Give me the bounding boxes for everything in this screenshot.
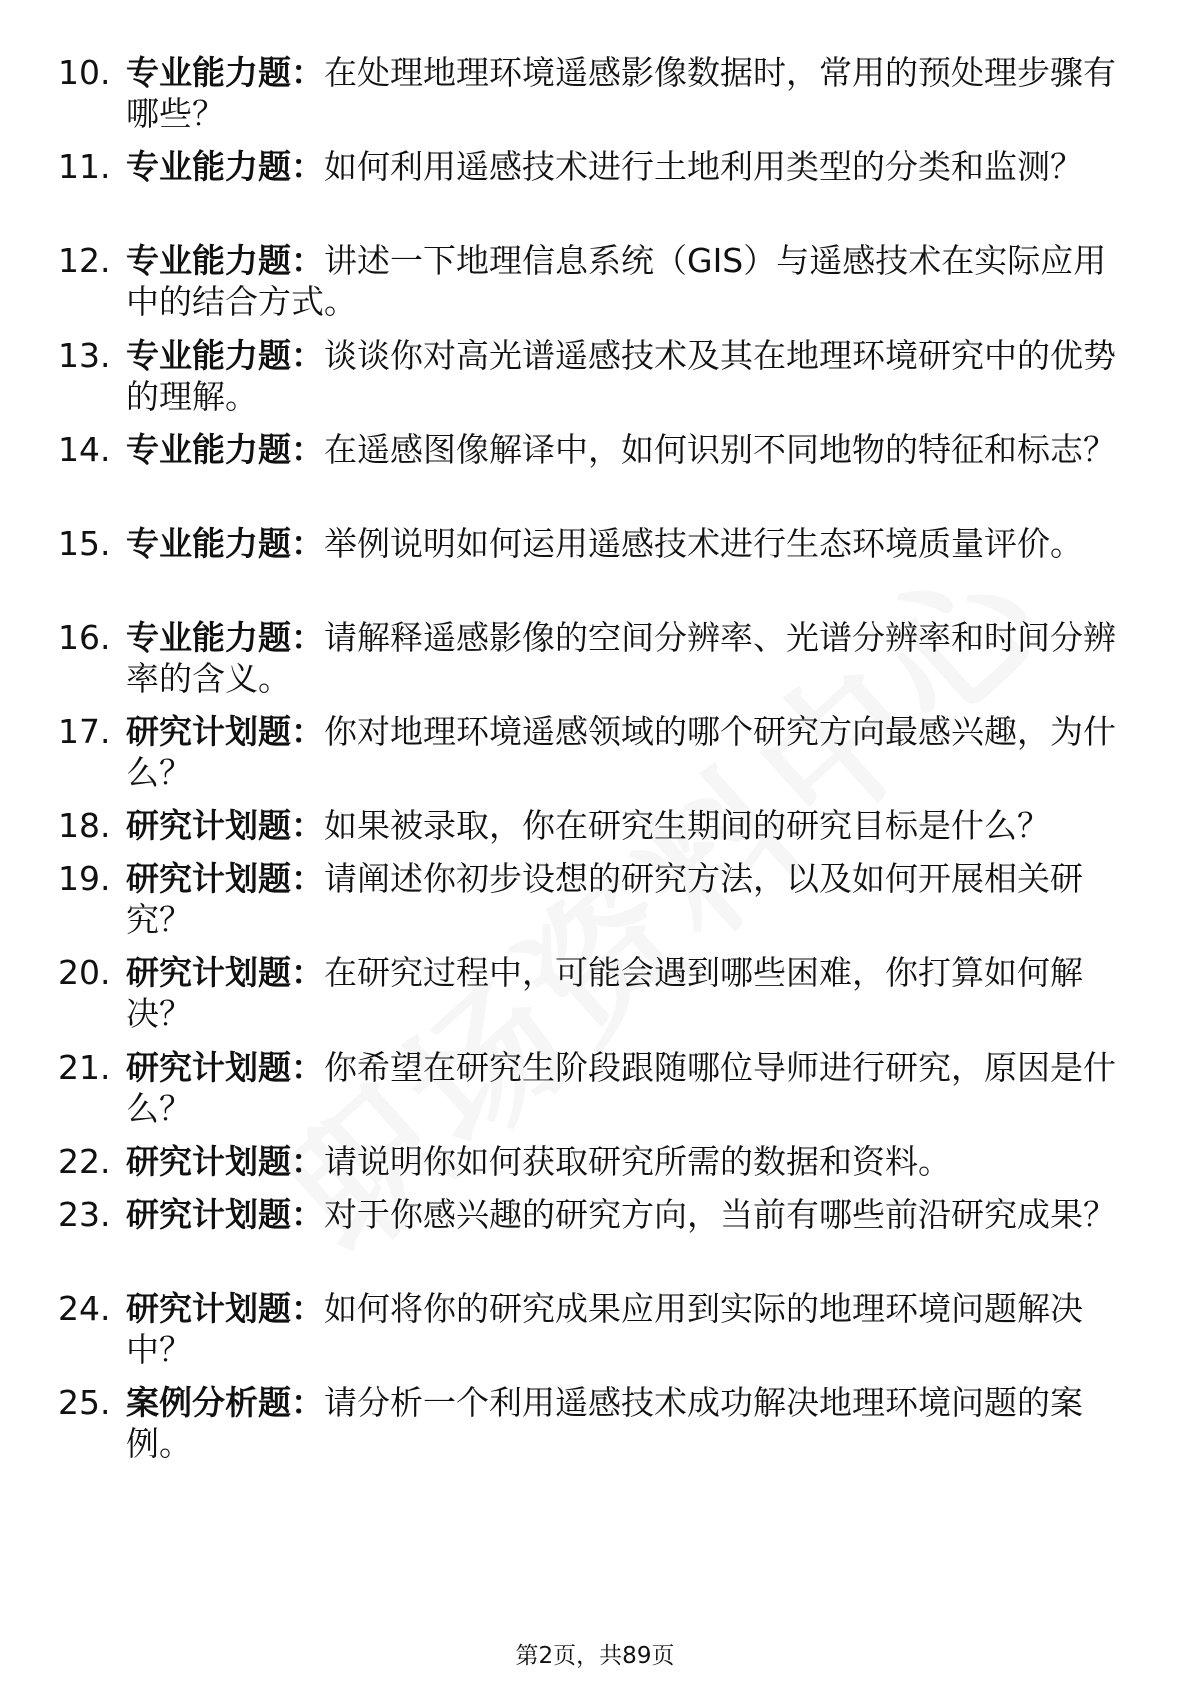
list-item <box>58 523 1118 564</box>
question-text: 请说明你如何获取研究所需的数据和资料。 <box>324 1142 951 1181</box>
question-body <box>126 805 1116 846</box>
question-text: 你希望在研究生阶段跟随哪位导师进行研究，原因是什么？ <box>126 1048 1116 1128</box>
list-item <box>58 429 1118 470</box>
list-item <box>58 146 1118 187</box>
question-number: 22. <box>58 1142 111 1181</box>
question-body <box>126 711 1116 793</box>
question-category: 专业能力题： <box>126 524 324 563</box>
question-number: 21. <box>58 1048 111 1087</box>
question-text: 讲述一下地理信息系统（GIS）与遥感技术在实际应用中的结合方式。 <box>126 241 1107 321</box>
question-body <box>126 617 1116 699</box>
question-body <box>126 1382 1116 1464</box>
question-number: 23. <box>58 1195 111 1234</box>
page-number: 第2页，共89页 <box>515 1643 675 1669</box>
question-category: 研究计划题： <box>126 1195 324 1234</box>
question-category: 研究计划题： <box>126 1142 324 1181</box>
question-number: 12. <box>58 241 111 280</box>
question-number: 10. <box>58 53 111 92</box>
question-text: 在处理地理环境遥感影像数据时，常用的预处理步骤有哪些？ <box>126 53 1116 133</box>
question-text: 在遥感图像解译中，如何识别不同地物的特征和标志？ <box>324 430 1116 469</box>
list-item <box>58 1141 1118 1182</box>
question-number: 16. <box>58 618 111 657</box>
question-text: 你对地理环境遥感领域的哪个研究方向最感兴趣，为什么？ <box>126 712 1116 792</box>
question-category: 研究计划题： <box>126 953 324 992</box>
question-number: 15. <box>58 524 111 563</box>
question-number: 14. <box>58 430 111 469</box>
question-body <box>126 523 1116 564</box>
question-text: 如何利用遥感技术进行土地利用类型的分类和监测？ <box>324 147 1083 186</box>
question-body <box>126 146 1116 187</box>
question-body <box>126 52 1116 134</box>
question-number: 17. <box>58 712 111 751</box>
question-number: 24. <box>58 1289 111 1328</box>
question-body <box>126 1141 1116 1182</box>
question-number: 18. <box>58 806 111 845</box>
question-category: 专业能力题： <box>126 53 324 92</box>
question-category: 专业能力题： <box>126 147 324 186</box>
question-body <box>126 335 1116 417</box>
list-item <box>58 52 1118 134</box>
question-text: 如果被录取，你在研究生期间的研究目标是什么？ <box>324 806 1050 845</box>
list-item <box>58 1288 1118 1370</box>
list-item <box>58 805 1118 846</box>
question-body <box>126 1047 1116 1129</box>
question-text: 在研究过程中，可能会遇到哪些困难，你打算如何解决？ <box>126 953 1083 1033</box>
question-category: 专业能力题： <box>126 336 324 375</box>
question-body <box>126 240 1116 322</box>
question-category: 专业能力题： <box>126 430 324 469</box>
question-body <box>126 858 1116 940</box>
list-item <box>58 952 1118 1034</box>
list-item <box>58 711 1118 793</box>
question-category: 研究计划题： <box>126 806 324 845</box>
list-item <box>58 335 1118 417</box>
list-item <box>58 617 1118 699</box>
question-text: 请阐述你初步设想的研究方法，以及如何开展相关研究？ <box>126 859 1083 939</box>
list-item <box>58 858 1118 940</box>
question-category: 案例分析题： <box>126 1383 324 1422</box>
question-text: 举例说明如何运用遥感技术进行生态环境质量评价。 <box>324 524 1083 563</box>
question-number: 11. <box>58 147 111 186</box>
question-number: 25. <box>58 1383 111 1422</box>
question-category: 研究计划题： <box>126 859 324 898</box>
question-category: 专业能力题： <box>126 618 324 657</box>
question-body <box>126 429 1116 470</box>
question-category: 研究计划题： <box>126 1048 324 1087</box>
list-item <box>58 1047 1118 1129</box>
list-item <box>58 1382 1118 1464</box>
question-body <box>126 1194 1116 1235</box>
question-text: 谈谈你对高光谱遥感技术及其在地理环境研究中的优势的理解。 <box>126 336 1116 416</box>
question-number: 19. <box>58 859 111 898</box>
question-text: 请分析一个利用遥感技术成功解决地理环境问题的案例。 <box>126 1383 1083 1463</box>
question-category: 研究计划题： <box>126 1289 324 1328</box>
question-number: 13. <box>58 336 111 375</box>
list-item <box>58 240 1118 322</box>
question-text: 如何将你的研究成果应用到实际的地理环境问题解决中？ <box>126 1289 1083 1369</box>
question-text: 对于你感兴趣的研究方向，当前有哪些前沿研究成果？ <box>324 1195 1116 1234</box>
list-item <box>58 1194 1118 1235</box>
question-text: 请解释遥感影像的空间分辨率、光谱分辨率和时间分辨率的含义。 <box>126 618 1116 698</box>
question-category: 专业能力题： <box>126 241 324 280</box>
question-category: 研究计划题： <box>126 712 324 751</box>
question-number: 20. <box>58 953 111 992</box>
question-body <box>126 1288 1116 1370</box>
question-body <box>126 952 1116 1034</box>
